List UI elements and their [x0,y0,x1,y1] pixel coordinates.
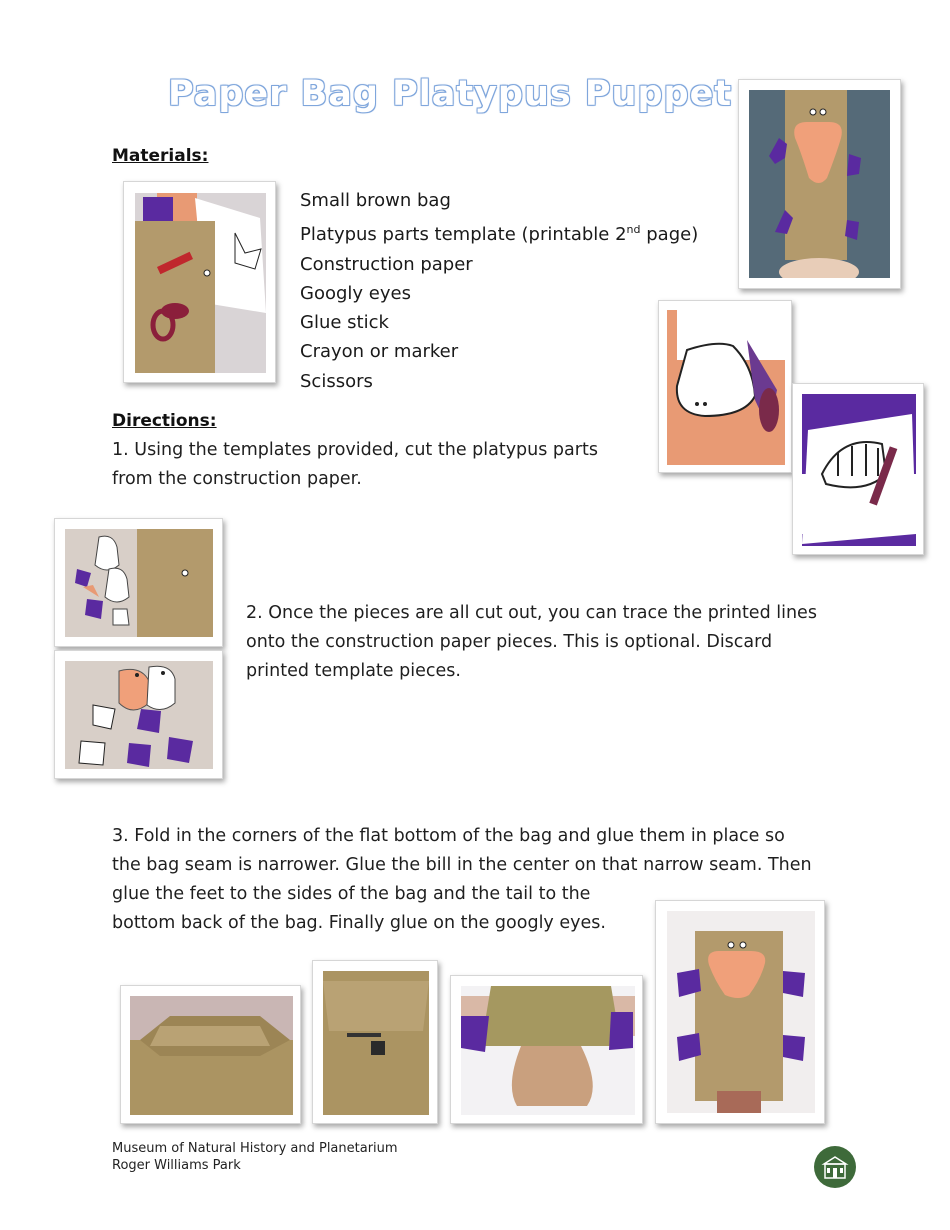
step-3-line: bottom back of the bag. Finally glue on the googly eyes. [112,913,606,933]
list-item: Googly eyes [300,282,411,304]
step-2-line: onto the construction paper pieces. This is optional. Discard [246,632,773,652]
directions-heading: Directions: [112,411,217,431]
step-1-line: from the construction paper. [112,469,362,489]
list-item: Scissors [300,370,373,392]
footer-line: Museum of Natural History and Planetarium [112,1141,398,1156]
step-2-line: 2. Once the pieces are all cut out, you can trace the printed lines [246,603,817,623]
step-3-line: glue the feet to the sides of the bag and the tail to the [112,884,591,904]
materials-image [135,193,266,373]
footer-line: Roger Williams Park [112,1158,241,1173]
traced-pieces-photo [54,650,223,779]
traced-pieces-image [65,661,213,769]
superscript: nd [626,223,641,237]
step-3-line: the bag seam is narrower. Glue the bill in the center on that narrow seam. Then [112,855,812,875]
step-3-line: 3. Fold in the corners of the flat bottom of the bag and glue them in place so [112,826,785,846]
folded-bottom-image [130,996,293,1115]
materials-photo [123,181,276,383]
bag-seam-photo [312,960,438,1124]
materials-heading: Materials: [112,146,209,166]
cutting-feet-photo [792,383,924,555]
step-1-line: 1. Using the templates provided, cut the platypus parts [112,440,598,460]
cutting-bill-image [667,310,785,465]
materials-list [300,186,698,396]
page-title: Paper Bag Platypus Puppet [168,74,733,114]
list-item-text: Platypus parts template (printable 2 [300,224,627,246]
list-item: Crayon or marker [300,341,459,363]
folded-bottom-photo [120,985,301,1124]
cut-pieces-photo [54,518,223,647]
bag-seam-image [323,971,429,1115]
cutting-bill-photo [658,300,792,473]
bill-glued-image [461,986,635,1115]
cut-pieces-image [65,529,213,637]
list-item: Small brown bag [300,190,451,211]
list-item: Construction paper [300,253,473,275]
step-1 [112,436,598,494]
list-item [300,215,698,249]
list-item-text: page) [640,224,699,246]
finished-puppet-image [749,90,890,278]
completed-puppet-photo [655,900,825,1124]
cutting-feet-image [802,394,916,546]
bill-glued-photo [450,975,643,1124]
finished-puppet-photo [738,79,901,289]
footer [112,1140,398,1174]
completed-puppet-image [667,911,815,1113]
list-item: Glue stick [300,312,389,334]
museum-logo-icon [814,1146,856,1188]
step-2 [246,599,817,686]
step-2-line: printed template pieces. [246,661,461,681]
